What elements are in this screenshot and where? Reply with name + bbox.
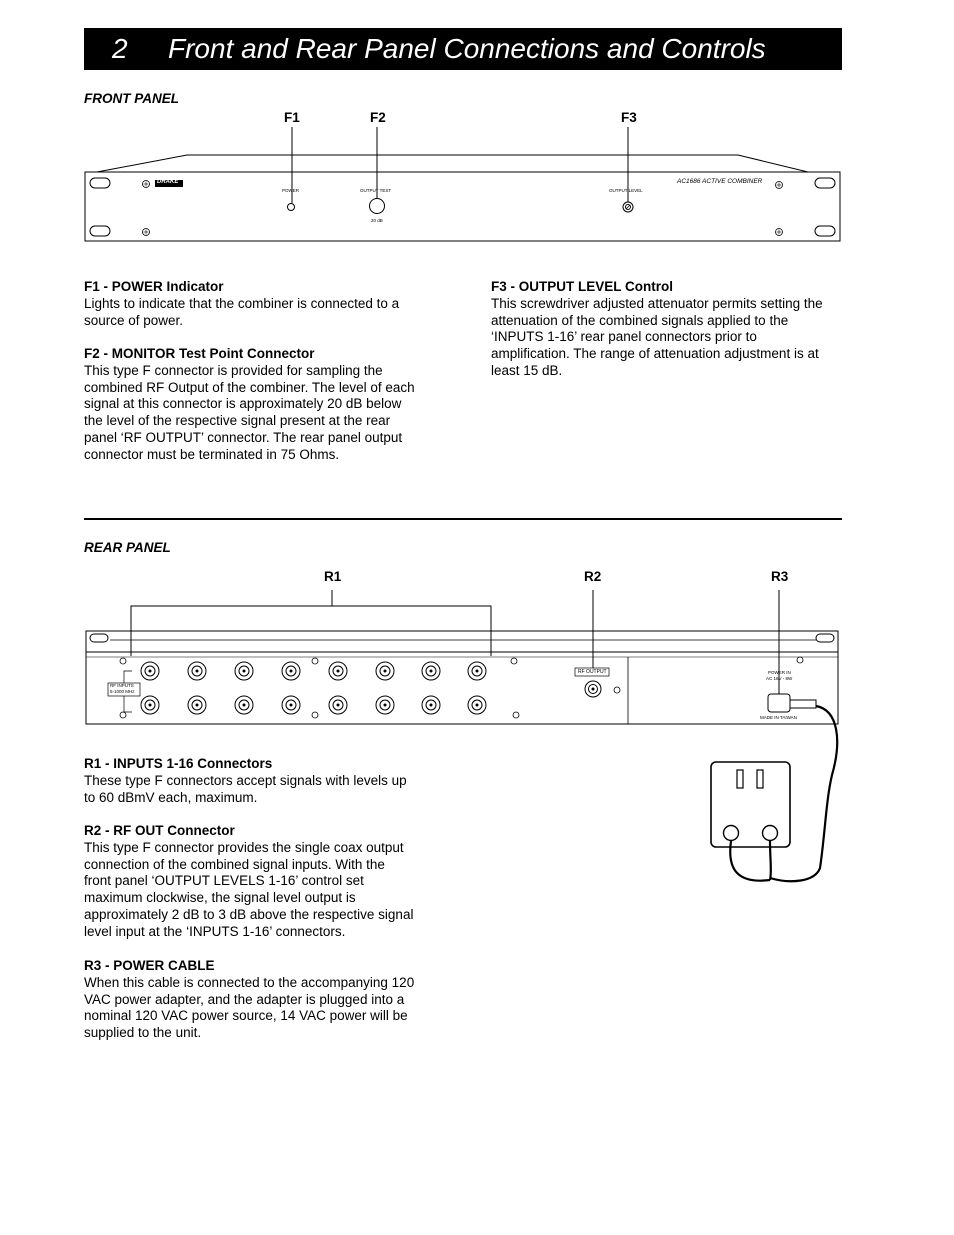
callout-r1: R1 bbox=[324, 569, 342, 584]
desc-r1-text: These type F connectors accept signals with levels up to 60 dBmV each, maximum. bbox=[84, 772, 407, 805]
front-output-test-label: OUTPUT TEST bbox=[360, 188, 392, 193]
callout-f2: F2 bbox=[370, 110, 386, 125]
callout-f1: F1 bbox=[284, 110, 300, 125]
desc-f2-text: This type F connector is provided for sampling the combined RF Output of the combiner. The level of each signal at this connector is approximately 20 dB below the level of the respective signal present at the rear panel ‘RF OUTPUT’ connector. The rear panel output connector must be terminated in 75 Ohms. bbox=[84, 362, 415, 462]
desc-r2-heading: R2 - RF OUT Connector bbox=[84, 823, 235, 838]
desc-r2 bbox=[84, 823, 464, 941]
rear-made-in-label: MADE IN TAIWAN bbox=[760, 715, 797, 720]
front-model-label: AC1686 ACTIVE COMBINER bbox=[677, 178, 763, 185]
callout-f3: F3 bbox=[621, 110, 637, 125]
rear-rf-inputs-label: RF INPUTS bbox=[110, 683, 134, 688]
front-output-level-label: OUTPUT LEVEL bbox=[609, 188, 643, 193]
desc-r2-text: This type F connector provides the single coax output connection of the combined signal inputs. With the front panel ‘OUTPUT LEVELS 1-16’ control set maximum clockwise, the signal level output is approximately 2 dB to 3 dB above the respective signal level input at the ‘INPUTS 1-16’ connectors. bbox=[84, 839, 414, 939]
rear-power-in-label: POWER IN bbox=[768, 670, 791, 675]
rear-power-in-spec: AC 16V - 8W bbox=[766, 676, 793, 681]
desc-f2-heading: F2 - MONITOR Test Point Connector bbox=[84, 346, 315, 361]
rear-rf-output-label: RF OUTPUT bbox=[578, 669, 607, 675]
front-panel-title: FRONT PANEL bbox=[84, 91, 179, 106]
chapter-title: Front and Rear Panel Connections and Controls bbox=[168, 33, 766, 64]
front-output-test-sub: 20 dB bbox=[371, 218, 383, 223]
rear-panel-title: REAR PANEL bbox=[84, 540, 171, 555]
desc-r1-heading: R1 - INPUTS 1-16 Connectors bbox=[84, 756, 273, 771]
front-brand-label: DRAKE bbox=[157, 179, 179, 185]
callout-r2: R2 bbox=[584, 569, 602, 584]
desc-r1 bbox=[84, 756, 464, 806]
desc-f1-heading: F1 - POWER Indicator bbox=[84, 279, 224, 294]
desc-r3-heading: R3 - POWER CABLE bbox=[84, 958, 215, 973]
desc-f3-text: This screwdriver adjusted attenuator permits setting the attenuation of the combined signals applied to the ‘INPUTS 1-16’ rear panel connectors prior to amplification. The range of attenuation adjustment is at least 15 dB. bbox=[491, 295, 823, 378]
desc-r3-text: When this cable is connected to the accompanying 120 VAC power adapter, and the adapter is plugged into a nominal 120 VAC power source, 14 VAC power will be supplied to the unit. bbox=[84, 974, 415, 1041]
callout-r3: R3 bbox=[771, 569, 789, 584]
desc-f3-heading: F3 - OUTPUT LEVEL Control bbox=[491, 279, 673, 294]
front-power-label: POWER bbox=[282, 188, 300, 193]
desc-r3 bbox=[84, 958, 464, 1042]
chapter-number: 2 bbox=[112, 33, 128, 64]
rear-rf-inputs-range: 5-1000 MHz bbox=[110, 689, 135, 694]
desc-f1-text: Lights to indicate that the combiner is connected to a source of power. bbox=[84, 295, 400, 328]
